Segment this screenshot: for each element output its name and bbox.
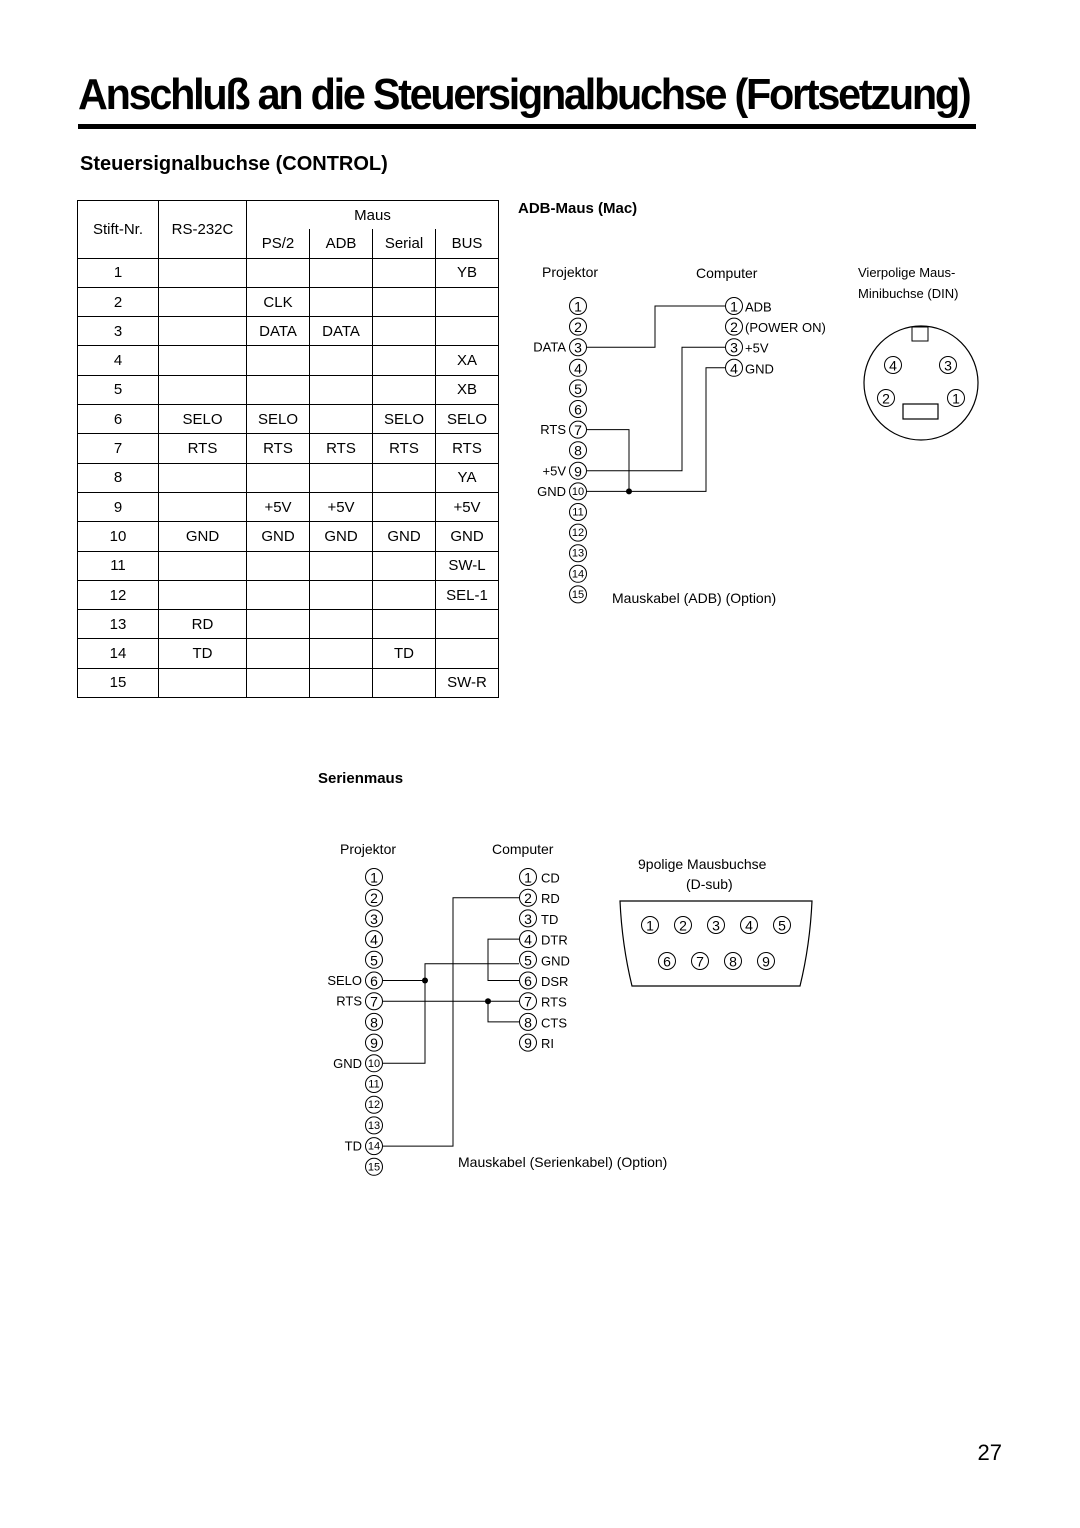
adb-projector-pin-2: 2 [574, 319, 582, 336]
table-cell: SELO [436, 405, 499, 434]
dsub-pin-5: 5 [778, 917, 786, 934]
header-rs232c: RS-232C [159, 201, 247, 259]
adb-computer-pin-2: 2 [730, 319, 738, 336]
table-cell: GND [247, 522, 310, 551]
dsub-pin-1: 1 [646, 917, 654, 934]
pin-number-cell: 4 [78, 346, 159, 375]
table-cell: SW-R [436, 668, 499, 697]
serial-projector-pin-9: 9 [370, 1035, 378, 1052]
table-cell: +5V [436, 492, 499, 521]
serial-computer-pin-8: 8 [524, 1014, 532, 1031]
table-cell: CLK [247, 287, 310, 316]
table-cell: SELO [373, 405, 436, 434]
table-cell: RTS [310, 434, 373, 463]
adb-projector-pin-4: 4 [574, 360, 582, 377]
serial-computer-signal-1: CD [541, 870, 560, 886]
din-connector-outline [864, 326, 978, 440]
table-cell: XA [436, 346, 499, 375]
serial-computer-signal-8: CTS [541, 1015, 567, 1031]
table-cell: XB [436, 375, 499, 404]
serial-wire-selo [383, 964, 519, 981]
serial-projector-pin-8: 8 [370, 1014, 378, 1031]
adb-projector-signal-7: RTS [540, 422, 566, 438]
adb-computer-pin-1: 1 [730, 298, 738, 315]
adb-projector-pin-7: 7 [574, 422, 582, 439]
serial-computer-pin-9: 9 [524, 1035, 532, 1052]
din-pin-4: 4 [889, 357, 897, 374]
adb-projector-pin-8: 8 [574, 442, 582, 459]
header-maus: Maus [247, 201, 499, 230]
dsub-pin-2: 2 [679, 917, 687, 934]
adb-junction-dot [626, 488, 632, 494]
dsub-pin-4: 4 [745, 917, 753, 934]
pin-number-cell: 6 [78, 405, 159, 434]
serial-projector-pin-4: 4 [370, 931, 378, 948]
table-cell: SELO [159, 405, 247, 434]
pin-number-cell: 1 [78, 258, 159, 287]
page-number: 27 [977, 1440, 1002, 1465]
adb-wire-rts [587, 430, 629, 492]
adb-computer-pin-4: 4 [730, 360, 738, 377]
serial-connector-caption-2: (D-sub) [686, 876, 733, 892]
header-serial: Serial [373, 229, 436, 258]
serial-projector-pin-7: 7 [370, 993, 378, 1010]
table-cell: TD [159, 639, 247, 668]
serial-projector-label: Projektor [340, 841, 397, 857]
table-cell: SW-L [436, 551, 499, 580]
adb-computer-signal-1: ADB [745, 299, 772, 315]
adb-projector-pin-1: 1 [574, 298, 582, 315]
adb-projector-pin-6: 6 [574, 401, 582, 418]
serial-computer-signal-6: DSR [541, 974, 569, 989]
din-pin-3: 3 [944, 357, 952, 374]
pin-number-cell: 9 [78, 492, 159, 521]
adb-projector-pin-5: 5 [574, 380, 582, 397]
table-cell: TD [373, 639, 436, 668]
pin-number-cell: 15 [78, 668, 159, 697]
serial-projector-pin-12: 12 [367, 1099, 381, 1112]
pin-number-cell: 13 [78, 610, 159, 639]
serial-projector-pin-3: 3 [370, 910, 378, 927]
pin-number-cell: 2 [78, 287, 159, 316]
adb-connector-caption-2: Minibuchse (DIN) [858, 286, 959, 301]
serial-computer-signal-5: GND [541, 953, 570, 969]
adb-projector-pin-15: 15 [571, 588, 585, 601]
dsub-pin-8: 8 [729, 953, 737, 970]
serial-heading: Serienmaus [318, 770, 404, 787]
table-cell: DATA [310, 317, 373, 346]
pin-number-cell: 5 [78, 375, 159, 404]
serial-connector-caption-1: 9polige Mausbuchse [638, 856, 767, 872]
adb-computer-signal-3: +5V [745, 340, 769, 356]
adb-projector-signal-9: +5V [542, 463, 566, 479]
table-cell: RTS [373, 434, 436, 463]
adb-cable-caption: Mauskabel (ADB) (Option) [612, 590, 777, 606]
pin-number-cell: 11 [78, 551, 159, 580]
table-cell: RD [159, 610, 247, 639]
table-cell: GND [159, 522, 247, 551]
table-cell: YB [436, 258, 499, 287]
din-key-notch [912, 327, 928, 341]
pin-number-cell: 12 [78, 580, 159, 609]
adb-projector-label: Projektor [542, 264, 599, 280]
table-cell: YA [436, 463, 499, 492]
adb-projector-pin-13: 13 [571, 547, 585, 560]
header-bus: BUS [436, 229, 499, 258]
serial-computer-pin-7: 7 [524, 993, 532, 1010]
adb-projector-pin-9: 9 [574, 463, 582, 480]
page-title: Anschluß an die Steuersignalbuchse (Fortsetzung) [78, 70, 970, 119]
adb-computer-signal-2: (POWER ON) [745, 320, 826, 336]
pin-number-cell: 8 [78, 463, 159, 492]
table-cell: GND [436, 522, 499, 551]
pin-number-cell: 14 [78, 639, 159, 668]
table-cell: SELO [247, 405, 310, 434]
serial-computer-pin-5: 5 [524, 952, 532, 969]
adb-projector-signal-10: GND [537, 483, 566, 499]
serial-computer-pin-3: 3 [524, 910, 532, 927]
serial-projector-pin-13: 13 [367, 1119, 381, 1132]
serial-computer-pin-4: 4 [524, 931, 532, 948]
serial-computer-signal-9: RI [541, 1036, 554, 1052]
dsub-connector-outline [620, 901, 812, 986]
table-cell: RTS [247, 434, 310, 463]
serial-computer-pin-6: 6 [524, 973, 532, 989]
serial-junction-dot-2 [485, 998, 491, 1004]
pin-number-cell: 10 [78, 522, 159, 551]
serial-projector-signal-10: GND [333, 1055, 362, 1071]
dsub-pin-7: 7 [696, 953, 704, 970]
pin-number-cell: 3 [78, 317, 159, 346]
serial-loop-dtr-dsr [488, 939, 519, 980]
adb-wire-data [587, 306, 725, 347]
serial-projector-signal-7: RTS [336, 993, 362, 1009]
adb-connector-caption-1: Vierpolige Maus- [858, 265, 956, 280]
serial-projector-pin-5: 5 [370, 952, 378, 969]
serial-cable-caption: Mauskabel (Serienkabel) (Option) [458, 1154, 668, 1170]
table-cell: SEL-1 [436, 580, 499, 609]
adb-wire-5v [587, 347, 725, 471]
din-key-slot [903, 404, 938, 419]
pin-number-cell: 7 [78, 434, 159, 463]
adb-computer-signal-4: GND [745, 361, 774, 377]
dsub-pin-3: 3 [712, 917, 720, 934]
serial-projector-pin-15: 15 [367, 1161, 381, 1174]
serial-projector-pin-10: 10 [367, 1057, 381, 1070]
adb-computer-label: Computer [696, 265, 758, 281]
serial-projector-pin-14: 14 [367, 1140, 381, 1153]
table-cell: +5V [310, 492, 373, 521]
serial-computer-label: Computer [492, 841, 554, 857]
table-cell: GND [373, 522, 436, 551]
serial-computer-signal-3: TD [541, 911, 559, 927]
table-cell: RTS [436, 434, 499, 463]
dsub-pin-9: 9 [762, 953, 770, 970]
adb-projector-pin-3: 3 [574, 339, 582, 356]
adb-projector-signal-3: DATA [533, 339, 566, 355]
adb-computer-pin-3: 3 [730, 339, 738, 356]
serial-projector-signal-14: TD [344, 1138, 362, 1154]
serial-junction-dot-1 [422, 978, 428, 984]
adb-projector-pin-14: 14 [571, 568, 585, 581]
din-pin-2: 2 [882, 390, 890, 407]
serial-loop-rts-cts [488, 1001, 519, 1022]
serial-wire-gnd [383, 981, 425, 1064]
serial-computer-signal-2: RD [541, 891, 560, 907]
serial-projector-signal-6: SELO [327, 973, 362, 988]
adb-projector-pin-12: 12 [571, 527, 585, 540]
table-cell: RTS [159, 434, 247, 463]
dsub-pin-6: 6 [663, 953, 671, 970]
serial-computer-pin-2: 2 [524, 890, 532, 907]
serial-projector-pin-1: 1 [370, 869, 378, 886]
adb-heading: ADB-Maus (Mac) [518, 200, 638, 217]
section-title: Steuersignalbuchse (CONTROL) [80, 153, 388, 175]
serial-computer-pin-1: 1 [524, 869, 532, 886]
serial-computer-signal-7: RTS [541, 994, 567, 1010]
serial-projector-pin-11: 11 [368, 1078, 380, 1091]
table-cell: +5V [247, 492, 310, 521]
table-cell: DATA [247, 317, 310, 346]
table-cell: GND [310, 522, 373, 551]
din-pin-1: 1 [952, 390, 960, 407]
header-adb: ADB [310, 229, 373, 258]
header-ps2: PS/2 [247, 229, 310, 258]
serial-projector-pin-6: 6 [370, 973, 378, 989]
adb-projector-pin-11: 11 [572, 506, 584, 519]
serial-projector-pin-2: 2 [370, 890, 378, 907]
adb-projector-pin-10: 10 [571, 485, 585, 498]
header-pin: Stift-Nr. [78, 201, 159, 259]
serial-computer-signal-4: DTR [541, 932, 568, 948]
